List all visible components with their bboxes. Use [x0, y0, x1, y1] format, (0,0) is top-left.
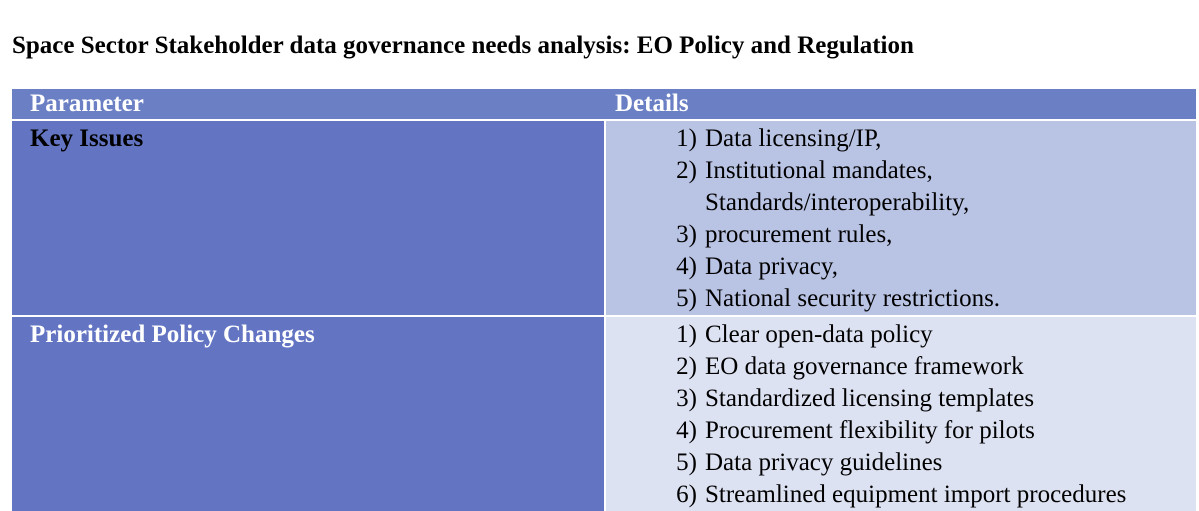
list-item — [606, 319, 1196, 351]
list-item — [606, 447, 1196, 479]
policy-changes-list — [606, 319, 1196, 511]
list-item-text: National security restrictions. — [705, 285, 1001, 312]
list-item-text: procurement rules, — [705, 221, 893, 248]
document-title: Space Sector Stakeholder data governance needs analysis: EO Policy and Regulation — [12, 32, 914, 59]
list-item-text: Data privacy, — [705, 253, 839, 280]
table-row-key-issues — [12, 120, 1196, 316]
list-item-number: 2) — [676, 353, 697, 380]
list-item — [606, 123, 1196, 155]
list-item-number: 4) — [676, 253, 697, 280]
list-item-text: Standardized licensing templates — [705, 385, 1035, 412]
list-item-number: 3) — [676, 221, 697, 248]
list-item-text: Data licensing/IP, — [705, 125, 882, 152]
list-item — [606, 283, 1196, 315]
list-item-text: Institutional mandates, — [705, 157, 933, 184]
table-row-prioritized-policy-changes — [12, 316, 1196, 511]
list-item — [606, 351, 1196, 383]
list-item-number: 5) — [676, 449, 697, 476]
list-item-number: 1) — [676, 321, 697, 348]
key-issues-list — [606, 123, 1196, 315]
table-header-row — [12, 89, 1196, 120]
list-item-number — [606, 187, 705, 219]
list-item-text: Clear open-data policy — [705, 321, 933, 348]
list-item-text: Streamlined equipment import procedures — [705, 481, 1127, 508]
header-details: Details — [605, 89, 1196, 120]
list-item — [606, 479, 1196, 511]
list-item — [606, 155, 1196, 187]
list-item-number: 2) — [676, 157, 697, 184]
parameter-cell-policy-changes: Prioritized Policy Changes — [12, 316, 605, 511]
list-item — [606, 251, 1196, 283]
list-item-continuation — [606, 187, 1196, 219]
list-item-text: Standards/interoperability, — [705, 189, 970, 216]
list-item-number: 1) — [676, 125, 697, 152]
parameter-cell-key-issues: Key Issues — [12, 120, 605, 316]
list-item-text: Procurement flexibility for pilots — [705, 417, 1035, 444]
header-parameter: Parameter — [12, 89, 605, 120]
details-cell-policy-changes — [605, 316, 1196, 511]
list-item — [606, 383, 1196, 415]
details-cell-key-issues — [605, 120, 1196, 316]
list-item-number: 5) — [676, 285, 697, 312]
governance-needs-table — [12, 89, 1196, 511]
list-item — [606, 219, 1196, 251]
list-item-number: 3) — [676, 385, 697, 412]
list-item-number: 4) — [676, 417, 697, 444]
list-item-text: Data privacy guidelines — [705, 449, 943, 476]
list-item-number: 6) — [676, 481, 697, 508]
list-item-text: EO data governance framework — [705, 353, 1024, 380]
list-item — [606, 415, 1196, 447]
